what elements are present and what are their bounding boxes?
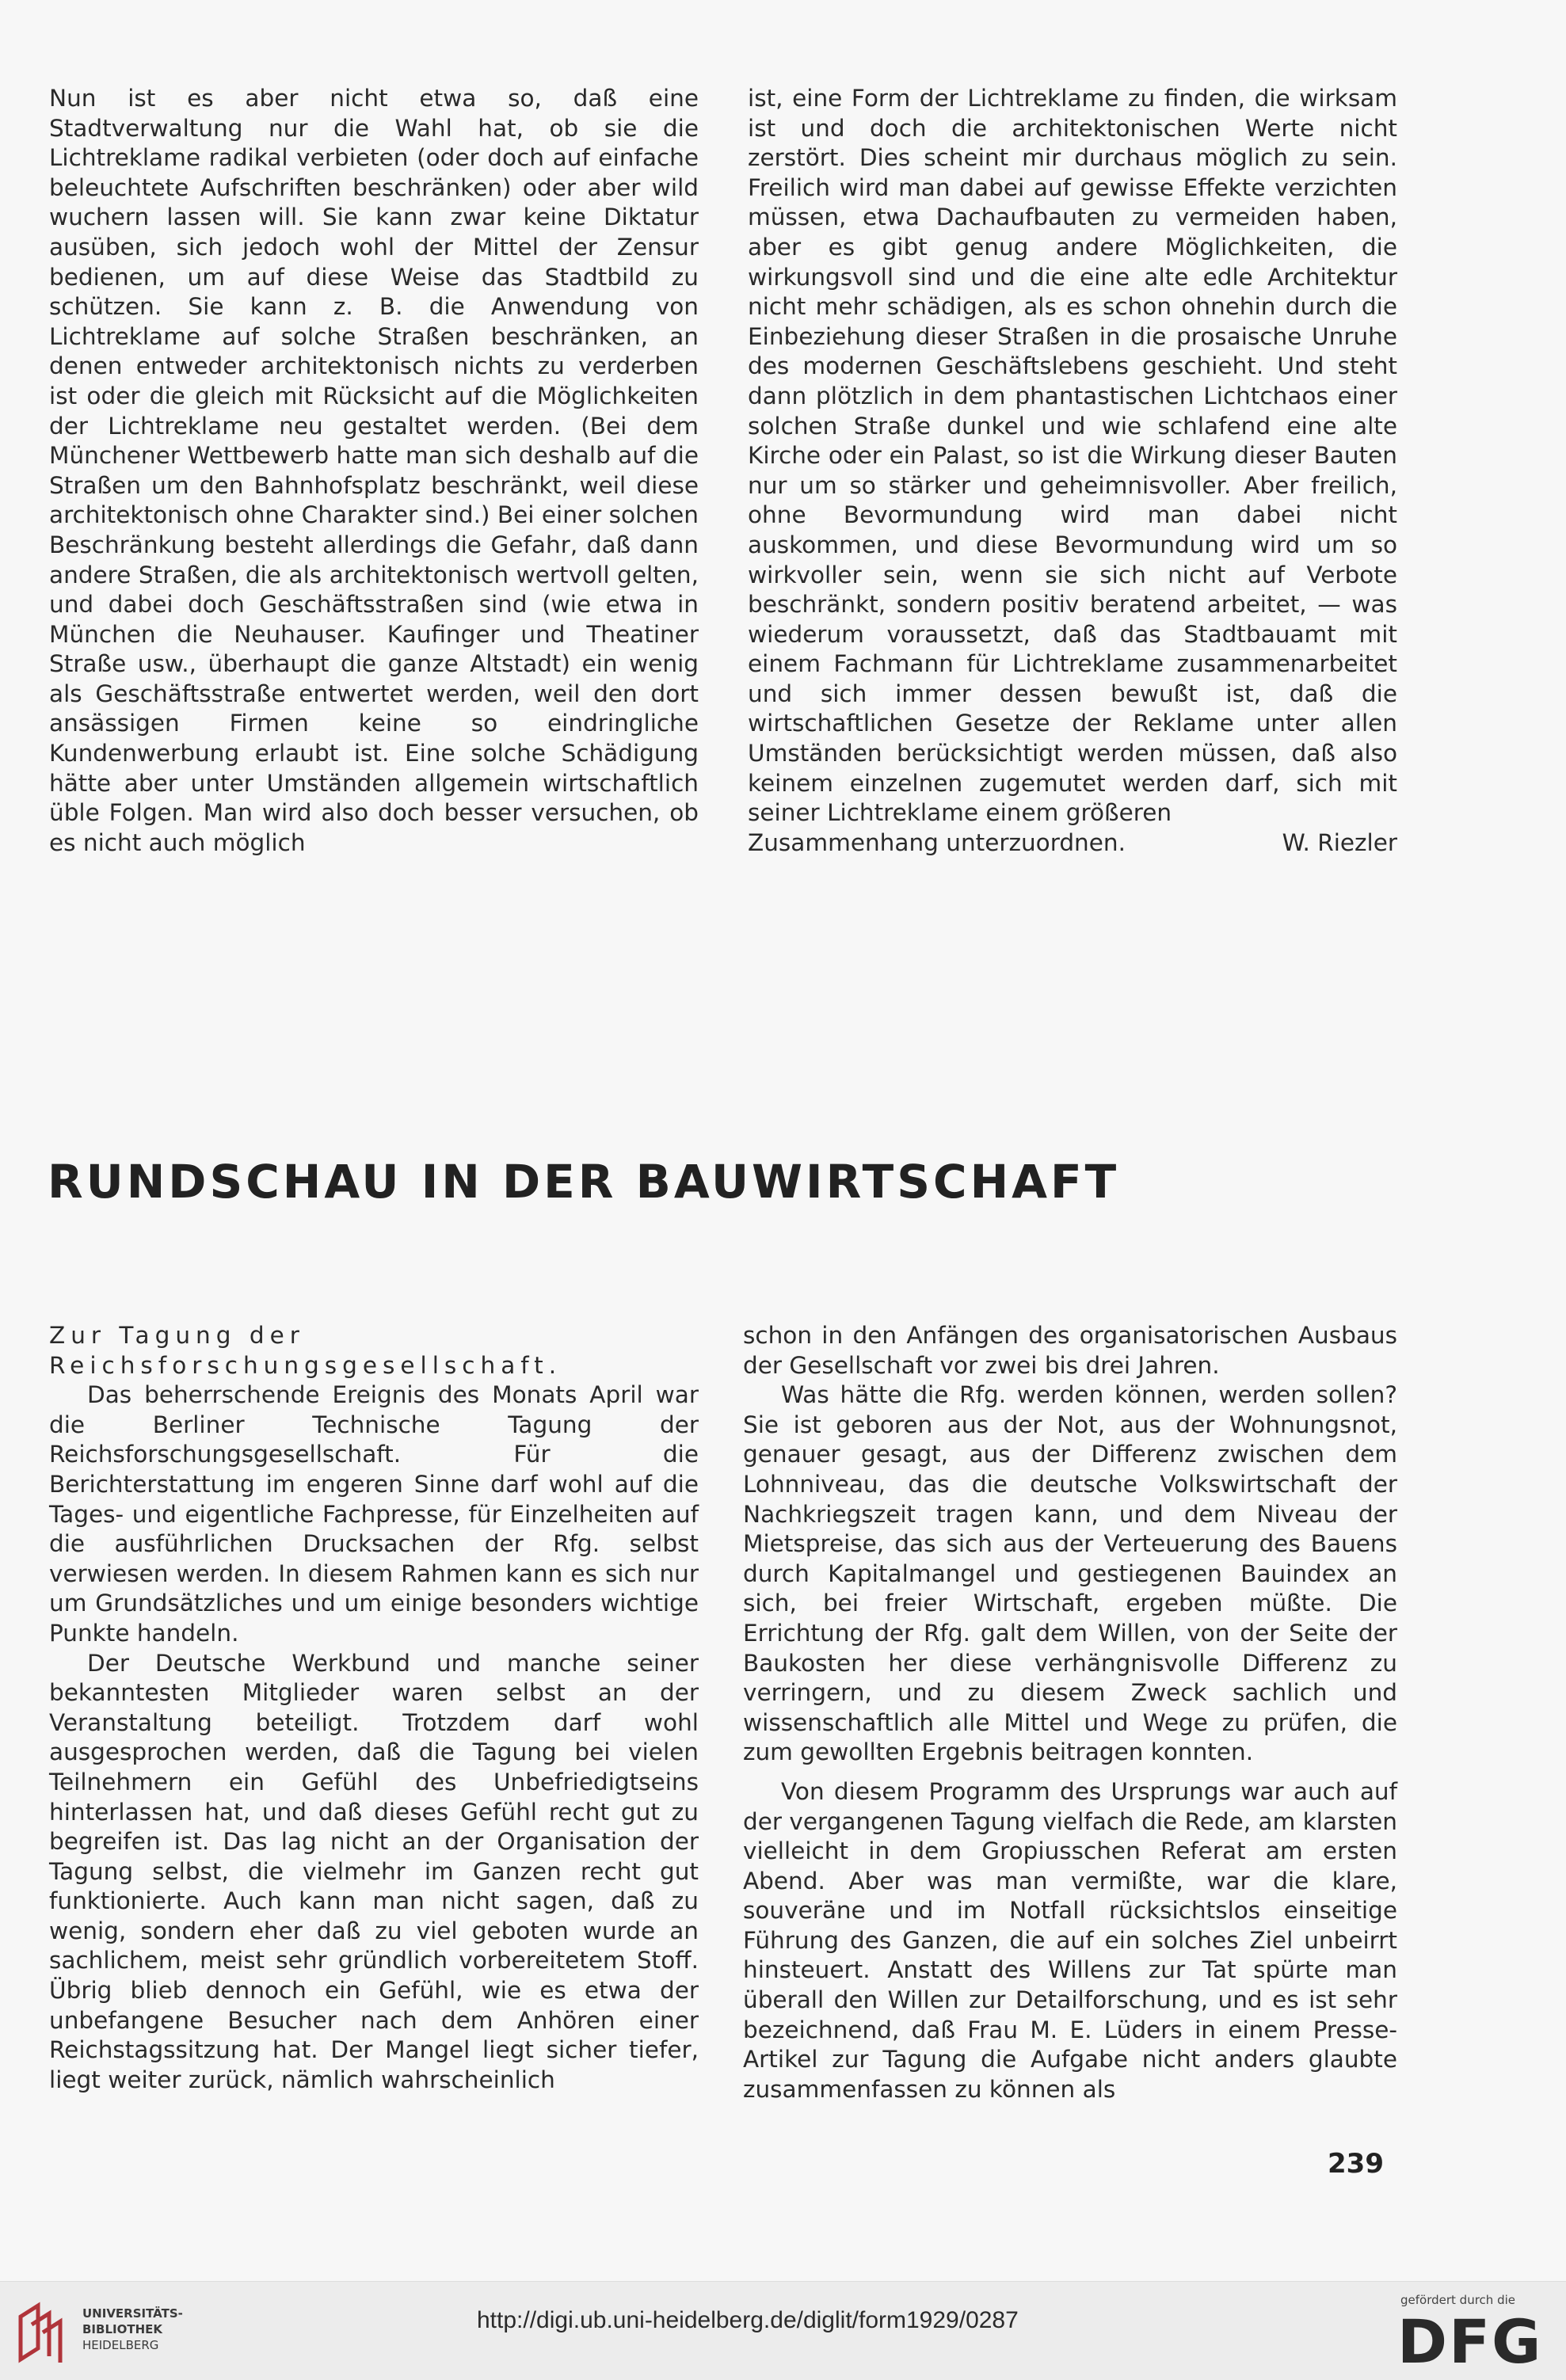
paragraph: Von diesem Programm des Ursprungs war auch auf der vergangenen Tagung vielfach die Rede, am klarsten vielleicht in dem Gropiusschen Referat am ersten Abend. Aber was man vermißte, war die klare, souveräne und im Notfall rücksichtslos einseitige Führung des Ganzen, die auf ein solches Ziel unbeirrt hinsteuert. Anstatt des Willens zur Tat spürte man überall den Willen zur Detailforschung, und es ist sehr bezeichnend, daß Frau M. E. Lüders in einem Presse-Artikel zur Tagung die Aufgabe nicht anders glaubte zusammenfassen zu können als <box>743 1777 1397 2103</box>
section-heading: RUNDSCHAU IN DER BAUWIRTSCHAFT <box>48 1155 1120 1209</box>
paragraph: ist, eine Form der Lichtreklame zu finden, die wirksam ist und doch die architektonischen Werte nicht zerstört. Dies scheint mir durchaus möglich zu sein. Freilich wird man dabei auf gewisse Effekte verzichten müssen, etwa Dachaufbauten zu vermeiden haben, aber es gibt genug andere Möglichkeiten, die wirkungsvoll sind und die eine alte edle Architektur nicht mehr schädigen, als es schon ohnehin durch die Einbeziehung dieser Straßen in die prosaische Unruhe des modernen Geschäftslebens geschieht. Und steht dann plötzlich in dem phantastischen Lichtchaos einer solchen Straße dunkel und wie schlafend eine alte Kirche oder ein Palast, so ist die Wirkung dieser Bauten nur um so stärker und geheimnisvoller. Aber freilich, ohne Bevormundung wird man dabei nicht auskommen, und diese Bevormundung wird um so wirkvoller sein, wenn sie sich nicht auf Verbote beschränkt, sondern positiv beratend arbeitet, — was wiederum voraussetzt, daß das Stadtbauamt mit einem Fachmann für Lichtreklame zusammenarbeitet und sich immer dessen bewußt ist, daß die wirtschaftlichen Gesetze der Reklame unter allen Umständen berücksichtigt werden müssen, daß also keinem einzelnen zugemutet werden darf, sich mit seiner Lichtreklame einem größeren <box>748 85 1397 827</box>
permalink-url[interactable]: http://digi.ub.uni-heidelberg.de/diglit/form1929/0287 <box>477 2307 1019 2333</box>
article-column-top-left <box>49 84 699 858</box>
university-library-logo-icon[interactable] <box>14 2301 70 2364</box>
page-number: 239 <box>1328 2148 1384 2180</box>
closing-text: Zusammenhang unterzuordnen. <box>748 828 1126 856</box>
paragraph: Der Deutsche Werkbund und manche seiner bekanntesten Mitglieder waren selbst an der Veranstaltung beteiligt. Trotzdem darf wohl ausgesprochen werden, daß die Tagung bei vielen Teilnehmern ein Gefühl des Unbefriedigtseins hinterlassen hat, und daß dieses Gefühl recht gut zu begreifen ist. Das lag nicht an der Organisation der Tagung selbst, die vielmehr im Ganzen recht gut funktionierte. Auch kann man nicht sagen, daß zu wenig, sondern eher daß zu viel geboten wurde an sachlichem, meist sehr gründlich vorbereitetem Stoff. Übrig blieb dennoch ein Gefühl, wie es etwa der unbefangene Besucher nach dem Anhören einer Reichstagssitzung hat. Der Mangel liegt sicher tiefer, liegt weiter zurück, nämlich wahrscheinlich <box>49 1649 699 2093</box>
paragraph: Das beherrschende Ereignis des Monats April war die Berliner Technische Tagung der Reichsforschungsgesellschaft. Für die Berichterstattung im engeren Sinne darf wohl auf die Tages- und eigentliche Fachpresse, für Einzelheiten auf die ausführlichen Drucksachen der Rfg. selbst verwiesen werden. In diesem Rahmen kann es sich nur um Grundsätzliches und um einige besonders wichtige Punkte handeln. <box>49 1381 699 1647</box>
paragraph: schon in den Anfängen des organisatorischen Ausbaus der Gesellschaft vor zwei bis drei Jahren. <box>743 1322 1397 1379</box>
dfg-logo[interactable]: DFG <box>1397 2306 1543 2377</box>
article-column-bottom-left <box>49 1321 699 2095</box>
author-signature: W. Riezler <box>1282 828 1397 856</box>
digitization-footer <box>0 2281 1566 2380</box>
paragraph: Was hätte die Rfg. werden können, werden sollen? Sie ist geboren aus der Not, aus der Wohnungsnot, genauer gesagt, aus der Differenz zwischen dem Lohnniveau, das die deutsche Volkswirtschaft der Nachkriegszeit tragen kann, und dem Niveau der Mietspreise, das sich aus der Verteuerung des Bauens durch Kapitalmangel und gestiegenen Bauindex an sich, bei freier Wirtschaft, ergeben müßte. Die Errichtung der Rfg. galt dem Willen, von der Seite der Baukosten her diese verhängnisvolle Differenz zu verringern, und zu diesem Zweck sachlich und wissenschaftlich alle Mittel und Wege zu prüfen, die zum gewollten Ergebnis beitragen konnten. <box>743 1381 1397 1766</box>
library-name[interactable] <box>82 2306 183 2353</box>
subheading: Zur Tagung der Reichsforschungsgesellschaft. <box>49 1322 562 1379</box>
closing-line <box>748 828 1397 859</box>
funding-label: gefördert durch die <box>1400 2293 1515 2307</box>
paragraph: Nun ist es aber nicht etwa so, daß eine Stadtverwaltung nur die Wahl hat, ob sie die Lichtreklame radikal verbieten (oder doch auf einfache beleuchtete Aufschriften beschränken) oder aber wild wuchern lassen will. Sie kann zwar keine Diktatur ausüben, sich jedoch wohl der Mittel der Zensur bedienen, um auf diese Weise das Stadtbild zu schützen. Sie kann z. B. die Anwendung von Lichtreklame auf solche Straßen beschränken, an denen entweder architektonisch nichts zu verderben ist oder die gleich mit Rücksicht auf die Möglichkeiten der Lichtreklame neu gestaltet werden. (Bei dem Münchener Wettbewerb hatte man sich deshalb auf die Straßen um den Bahnhofsplatz beschränkt, weil diese architektonisch ohne Charakter sind.) Bei einer solchen Beschränkung besteht allerdings die Gefahr, daß dann andere Straßen, die als architektonisch wertvoll gelten, und dabei doch Geschäftsstraßen sind (wie etwa in München die Neuhauser. Kaufinger und Theatiner Straße usw., überhaupt die ganze Altstadt) ein wenig als Geschäftsstraße entwertet werden, weil den dort ansässigen Firmen keine so eindringliche Kundenwerbung erlaubt ist. Eine solche Schädigung hätte aber unter Umständen allgemein wirtschaftlich üble Folgen. Man wird also doch besser versuchen, ob es nicht auch möglich <box>49 85 699 856</box>
library-name-line: BIBLIOTHEK <box>82 2322 162 2336</box>
library-name-line: HEIDELBERG <box>82 2338 159 2352</box>
article-column-bottom-right <box>743 1321 1397 2104</box>
article-column-top-right <box>748 84 1397 858</box>
library-name-line: UNIVERSITÄTS- <box>82 2306 183 2321</box>
